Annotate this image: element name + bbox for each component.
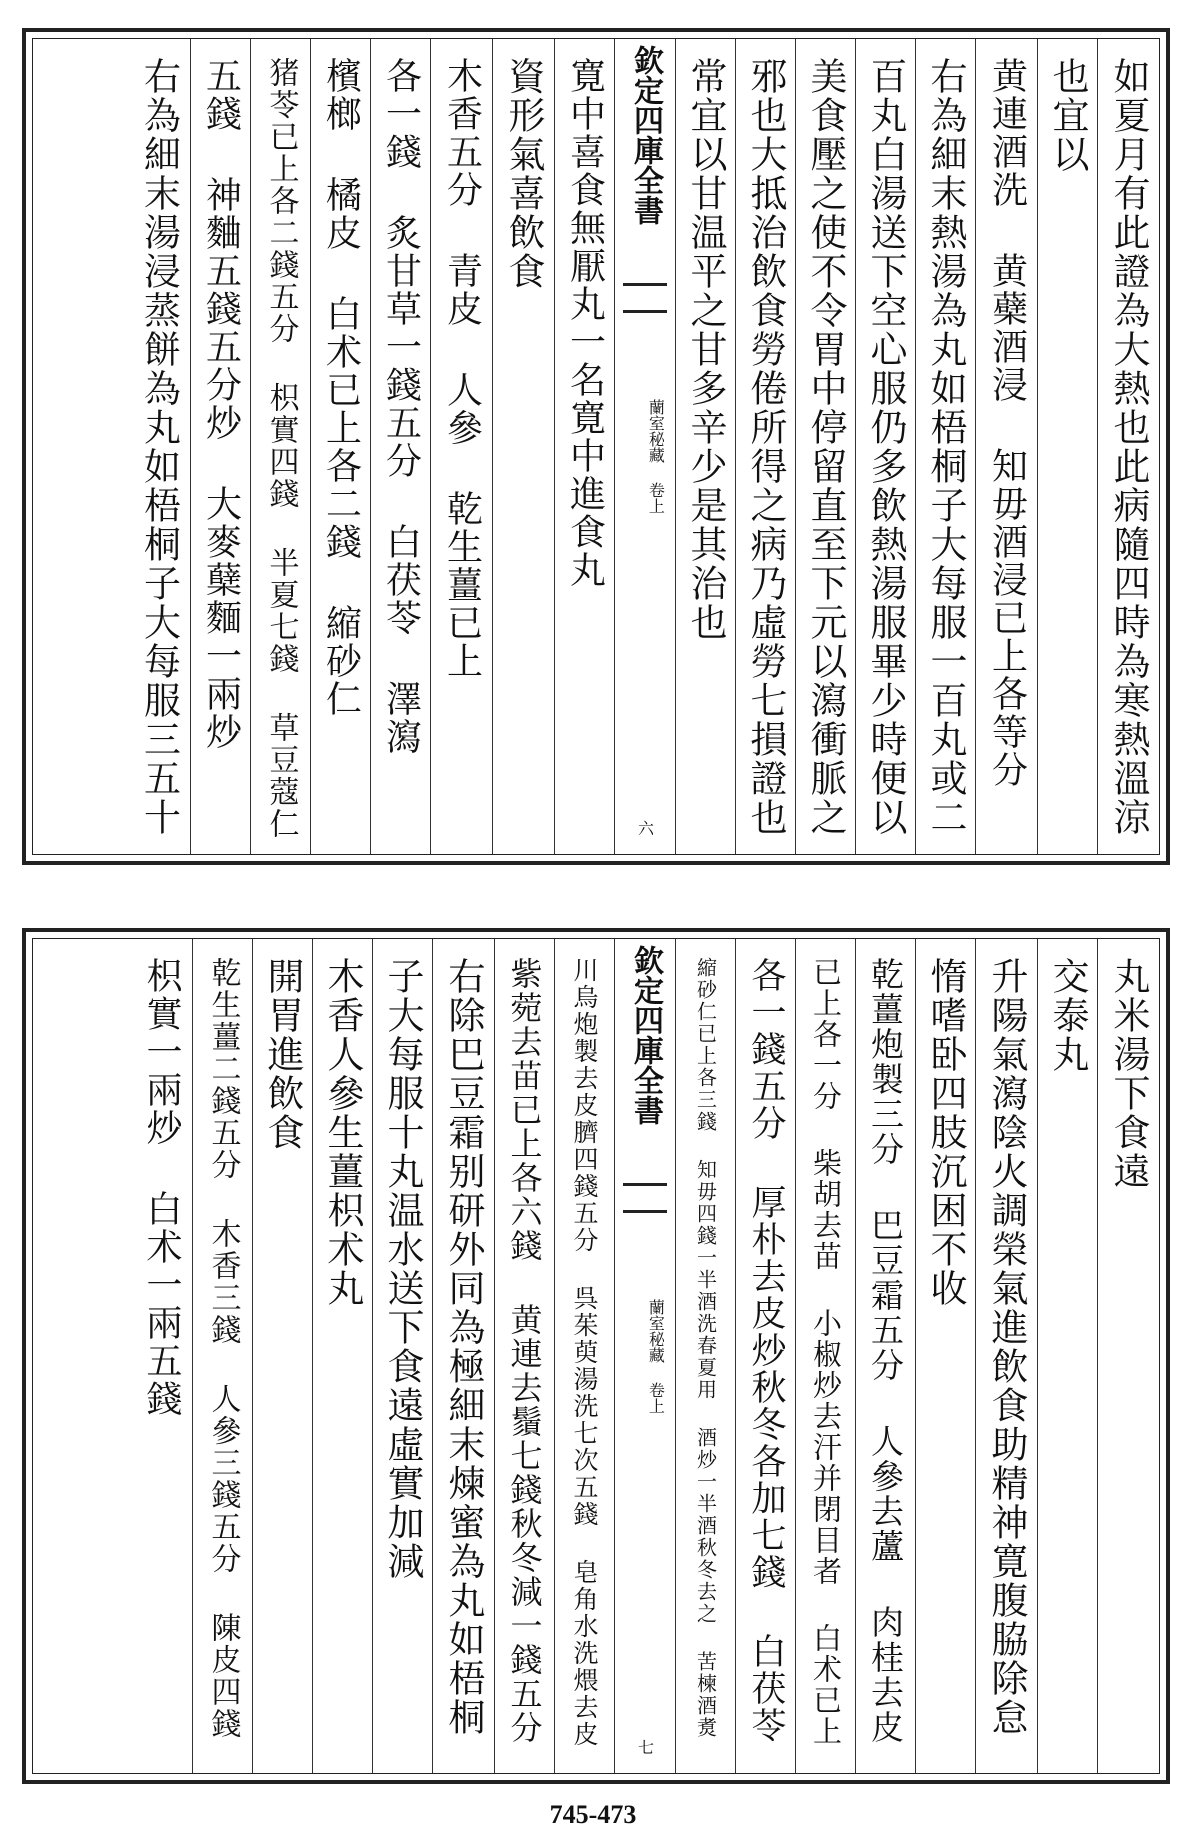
- text-column: [492, 39, 554, 854]
- text-column: [855, 939, 915, 1773]
- column-text: 邪也大抵治飲食勞倦所得之病乃虛勞七損證也: [744, 57, 787, 837]
- column-text: 丸米湯下食遠: [1107, 957, 1150, 1191]
- column-text: 黄連酒洗 黄蘗酒浸 知毋酒浸已上各等分: [986, 57, 1028, 789]
- text-column: [554, 939, 614, 1773]
- text-column: [190, 39, 250, 854]
- text-column: [915, 39, 975, 854]
- text-column: [554, 39, 614, 854]
- column-text: 乾生薑二錢五分 木香三錢 人參三錢五分 陳皮四錢: [205, 957, 241, 1740]
- text-column: [975, 39, 1037, 854]
- text-column: [372, 939, 432, 1773]
- column-text: 升陽氣瀉陰火調榮氣進飲食助精神寛腹脇除怠: [985, 957, 1028, 1737]
- column-text: 各一錢五分 厚朴去皮炒秋冬各加七錢 白茯苓: [746, 957, 786, 1744]
- bottom-columns: [33, 939, 1159, 1773]
- column-text: 乾薑炮製三分 巴豆霜五分 人參去蘆 肉桂去皮: [866, 957, 905, 1745]
- column-text: 各一錢 炙甘草一錢五分 白茯苓 澤瀉: [380, 57, 422, 756]
- column-text: 木香五分 青皮 人參 乾生薑已上: [441, 57, 483, 680]
- bottom-page-frame: [32, 938, 1160, 1774]
- center-gutter: [614, 939, 675, 1773]
- column-text: 如夏月有此證為大熱也此病隨四時為寒熱溫涼: [1107, 57, 1150, 837]
- column-text: 川烏炮製去皮臍四錢五分 呉茱萸湯洗七次五錢 皂角水洗煨去皮: [570, 957, 599, 1748]
- top-columns: [33, 39, 1159, 854]
- text-column: [1097, 39, 1159, 854]
- text-column: [675, 39, 735, 854]
- column-text: 資形氣喜飲食: [502, 57, 545, 291]
- gutter-page-number: 六: [635, 820, 655, 836]
- column-text: 五錢 神麯五錢五分炒 大麥蘖麵一兩炒: [200, 57, 242, 751]
- column-text: 開胃進飲食: [261, 957, 304, 1152]
- top-page: [22, 28, 1170, 865]
- column-text: 右除巴豆霜别研外同為極細末煉蜜為丸如梧桐: [442, 957, 485, 1737]
- text-column: [1097, 939, 1159, 1773]
- text-column: [795, 939, 855, 1773]
- text-column: [675, 939, 735, 1773]
- page-reference-number: 745-473: [549, 1800, 637, 1829]
- column-text: 百丸白湯送下空心服仍多飲熱湯服畢少時便以: [864, 57, 907, 837]
- gutter-volume: 蘭室秘藏 卷上: [646, 399, 666, 514]
- fish-tail-mark: [623, 1183, 667, 1213]
- column-text: 子大每服十丸温水送下食遠虛實加減: [381, 957, 424, 1581]
- text-column: [735, 939, 795, 1773]
- column-text: 寛中喜食無厭丸一名寛中進食丸: [564, 57, 606, 589]
- text-column: [1037, 939, 1097, 1773]
- bottom-page: [22, 928, 1170, 1784]
- column-text: 美食壓之使不令胃中停留直至下元以瀉衝脈之: [804, 57, 847, 837]
- text-column: [192, 939, 252, 1773]
- column-text: 常宜以甘温平之甘多辛少是其治也: [684, 57, 727, 642]
- column-text: 也宜以: [1046, 57, 1089, 174]
- gutter-page-number: 七: [635, 1739, 655, 1755]
- column-text: 右為細末湯浸蒸餅為丸如梧桐子大每服三五十: [137, 57, 181, 837]
- gutter-title: 欽定四庫全書: [628, 45, 663, 225]
- column-text: 交泰丸: [1046, 957, 1089, 1074]
- column-text: 縮砂仁已上各三錢 知毋四錢一半酒洗春夏用 酒炒一半酒秋冬去之 苦楝酒煑: [693, 957, 718, 1739]
- text-column: [130, 939, 192, 1773]
- text-column: [370, 39, 430, 854]
- column-text: 木香人參生薑枳术丸: [321, 957, 364, 1308]
- text-column: [494, 939, 554, 1773]
- text-column: [855, 39, 915, 854]
- column-text: 紫菀去苗已上各六錢 黄連去鬚七錢秋冬減一錢五分: [505, 957, 544, 1745]
- column-text: 猪苓已上各二錢五分 枳實四錢 半夏七錢 草豆蔻仁: [263, 57, 299, 840]
- top-page-frame: [32, 38, 1160, 855]
- text-column: [312, 939, 372, 1773]
- gutter-volume: 蘭室秘藏 卷上: [646, 1299, 666, 1414]
- text-column: [735, 39, 795, 854]
- gutter-title: 欽定四庫全書: [628, 945, 663, 1125]
- column-text: 右為細末熱湯為丸如梧桐子大每服一百丸或二: [924, 57, 967, 837]
- column-text: 檳榔 橘皮 白术已上各二錢 縮砂仁: [320, 57, 362, 718]
- text-column: [432, 939, 494, 1773]
- text-column: [250, 39, 310, 854]
- fish-tail-mark: [623, 283, 667, 313]
- text-column: [1037, 39, 1097, 854]
- column-text: 枳實一兩炒 白术一兩五錢: [141, 957, 182, 1418]
- column-text: 已上各一分 柴胡去苗 小椒炒去汗并閉目者 白术已上: [809, 957, 843, 1747]
- text-column: [915, 939, 975, 1773]
- text-column: [252, 939, 312, 1773]
- text-column: [430, 39, 492, 854]
- center-gutter: [614, 39, 675, 854]
- text-column: [310, 39, 370, 854]
- text-column: [128, 39, 190, 854]
- text-column: [795, 39, 855, 854]
- column-text: 惰嗜卧四肢沉困不收: [924, 957, 967, 1308]
- text-column: [975, 939, 1037, 1773]
